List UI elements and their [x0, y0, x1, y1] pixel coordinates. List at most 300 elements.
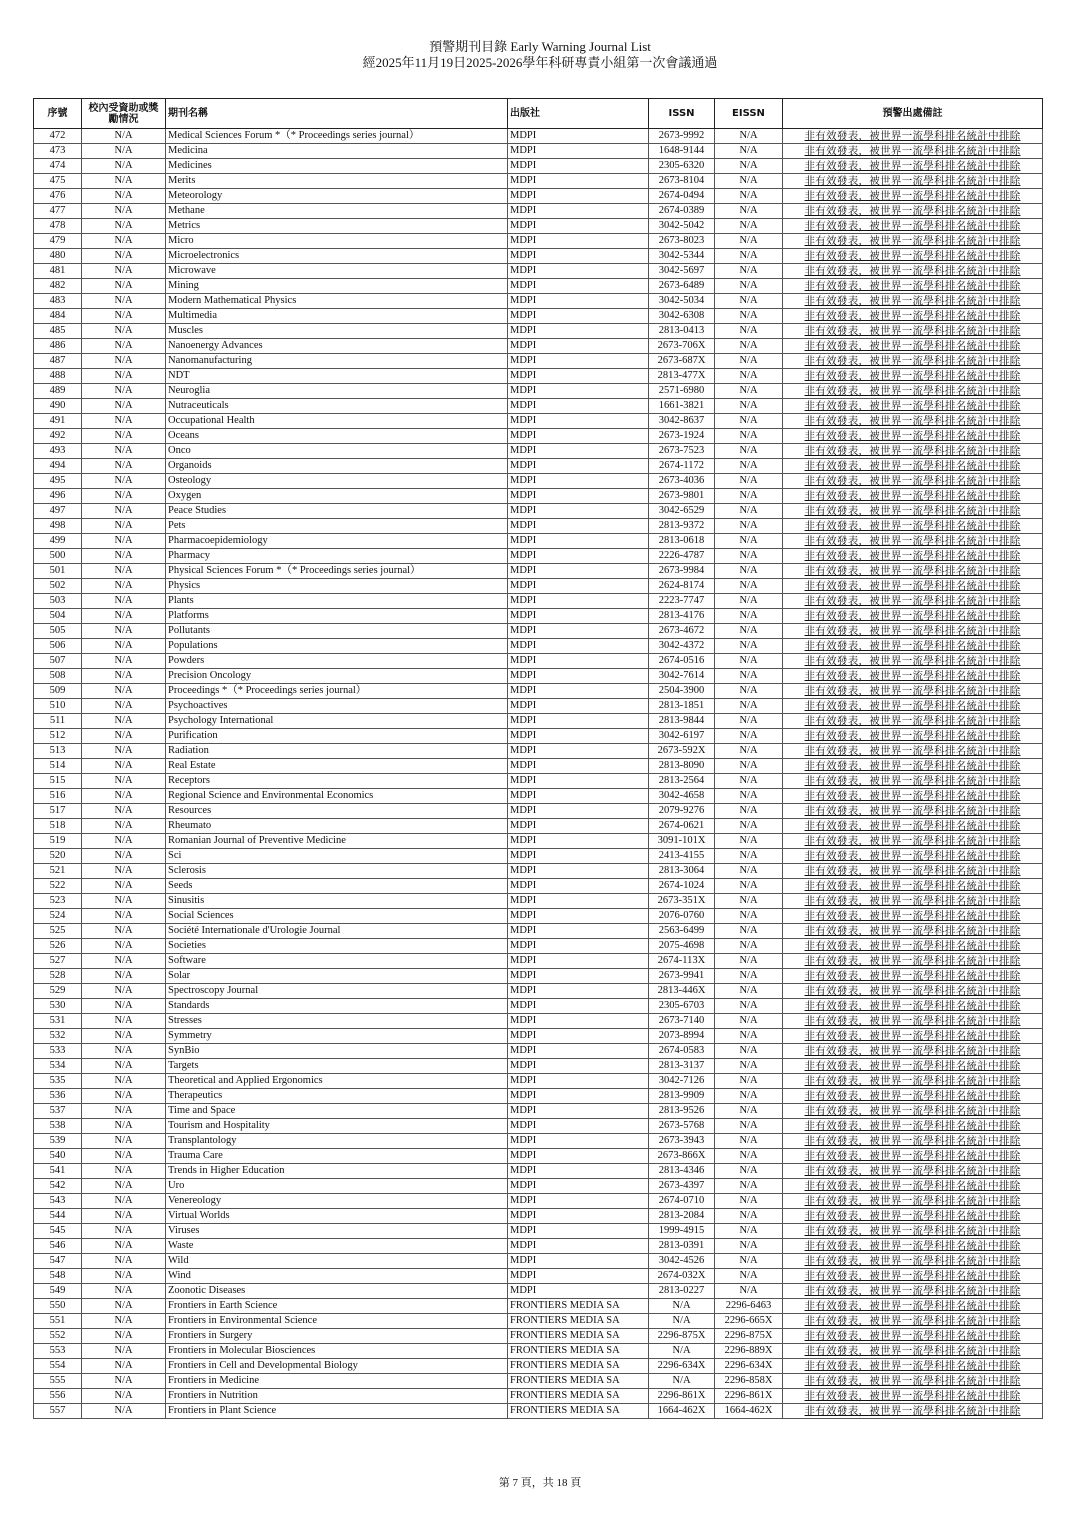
cell-eissn: N/A	[715, 924, 783, 939]
cell-publisher: MDPI	[508, 984, 649, 999]
cell-no: 550	[34, 1299, 82, 1314]
table-row	[34, 1104, 1043, 1119]
cell-eissn: N/A	[715, 579, 783, 594]
cell-issn: 2673-7140	[649, 1014, 715, 1029]
cell-funded: N/A	[82, 1134, 166, 1149]
cell-no: 493	[34, 444, 82, 459]
cell-issn: 3042-5344	[649, 249, 715, 264]
cell-eissn: N/A	[715, 729, 783, 744]
cell-publisher: MDPI	[508, 459, 649, 474]
cell-no: 557	[34, 1404, 82, 1419]
cell-journal-name: Pharmacoepidemiology	[166, 534, 508, 549]
cell-publisher: FRONTIERS MEDIA SA	[508, 1389, 649, 1404]
cell-eissn: 2296-889X	[715, 1344, 783, 1359]
cell-eissn: N/A	[715, 549, 783, 564]
table-row	[34, 729, 1043, 744]
cell-remark: 非有效發表，被世界一流學科排名統計中排除	[783, 549, 1043, 564]
table-row	[34, 459, 1043, 474]
cell-funded: N/A	[82, 594, 166, 609]
table-row	[34, 249, 1043, 264]
table-row	[34, 909, 1043, 924]
cell-no: 514	[34, 759, 82, 774]
cell-no: 534	[34, 1059, 82, 1074]
cell-funded: N/A	[82, 564, 166, 579]
cell-remark: 非有效發表，被世界一流學科排名統計中排除	[783, 1314, 1043, 1329]
cell-funded: N/A	[82, 609, 166, 624]
cell-publisher: FRONTIERS MEDIA SA	[508, 1404, 649, 1419]
table-row	[34, 234, 1043, 249]
cell-remark: 非有效發表，被世界一流學科排名統計中排除	[783, 834, 1043, 849]
cell-journal-name: Social Sciences	[166, 909, 508, 924]
cell-eissn: N/A	[715, 1089, 783, 1104]
cell-funded: N/A	[82, 1074, 166, 1089]
document-title	[0, 39, 1080, 71]
cell-issn: 2563-6499	[649, 924, 715, 939]
table-row	[34, 1389, 1043, 1404]
table-row	[34, 609, 1043, 624]
table-row	[34, 1269, 1043, 1284]
cell-funded: N/A	[82, 1164, 166, 1179]
table-body	[34, 129, 1043, 1419]
cell-no: 484	[34, 309, 82, 324]
cell-journal-name: Uro	[166, 1179, 508, 1194]
cell-publisher: MDPI	[508, 894, 649, 909]
cell-journal-name: Virtual Worlds	[166, 1209, 508, 1224]
cell-remark: 非有效發表，被世界一流學科排名統計中排除	[783, 924, 1043, 939]
cell-issn: 2674-113X	[649, 954, 715, 969]
cell-eissn: N/A	[715, 1119, 783, 1134]
cell-issn: 2673-6489	[649, 279, 715, 294]
cell-publisher: MDPI	[508, 654, 649, 669]
cell-remark: 非有效發表，被世界一流學科排名統計中排除	[783, 564, 1043, 579]
cell-remark: 非有效發表，被世界一流學科排名統計中排除	[783, 279, 1043, 294]
table-row	[34, 219, 1043, 234]
cell-no: 482	[34, 279, 82, 294]
cell-journal-name: Sci	[166, 849, 508, 864]
cell-no: 552	[34, 1329, 82, 1344]
cell-funded: N/A	[82, 129, 166, 144]
cell-remark: 非有效發表，被世界一流學科排名統計中排除	[783, 219, 1043, 234]
cell-funded: N/A	[82, 459, 166, 474]
cell-journal-name: Stresses	[166, 1014, 508, 1029]
cell-remark: 非有效發表，被世界一流學科排名統計中排除	[783, 654, 1043, 669]
cell-issn: N/A	[649, 1314, 715, 1329]
cell-publisher: MDPI	[508, 924, 649, 939]
table-row	[34, 834, 1043, 849]
cell-issn: 2296-634X	[649, 1359, 715, 1374]
cell-eissn: N/A	[715, 1194, 783, 1209]
cell-issn: 2813-4346	[649, 1164, 715, 1179]
cell-funded: N/A	[82, 204, 166, 219]
cell-publisher: FRONTIERS MEDIA SA	[508, 1329, 649, 1344]
table-row	[34, 864, 1043, 879]
cell-no: 501	[34, 564, 82, 579]
cell-remark: 非有效發表，被世界一流學科排名統計中排除	[783, 894, 1043, 909]
cell-eissn: N/A	[715, 369, 783, 384]
cell-remark: 非有效發表，被世界一流學科排名統計中排除	[783, 849, 1043, 864]
table-row	[34, 324, 1043, 339]
cell-no: 474	[34, 159, 82, 174]
cell-eissn: N/A	[715, 894, 783, 909]
cell-no: 547	[34, 1254, 82, 1269]
cell-eissn: N/A	[715, 234, 783, 249]
cell-remark: 非有效發表，被世界一流學科排名統計中排除	[783, 1014, 1043, 1029]
cell-publisher: MDPI	[508, 504, 649, 519]
cell-no: 525	[34, 924, 82, 939]
cell-funded: N/A	[82, 234, 166, 249]
cell-journal-name: Frontiers in Molecular Biosciences	[166, 1344, 508, 1359]
cell-no: 516	[34, 789, 82, 804]
cell-publisher: MDPI	[508, 804, 649, 819]
cell-remark: 非有效發表，被世界一流學科排名統計中排除	[783, 714, 1043, 729]
cell-issn: 2305-6320	[649, 159, 715, 174]
cell-eissn: N/A	[715, 1224, 783, 1239]
cell-issn: 2674-0516	[649, 654, 715, 669]
table-row	[34, 204, 1043, 219]
cell-issn: 3042-8637	[649, 414, 715, 429]
cell-publisher: MDPI	[508, 1194, 649, 1209]
cell-eissn: 2296-6463	[715, 1299, 783, 1314]
cell-publisher: MDPI	[508, 624, 649, 639]
cell-journal-name: Muscles	[166, 324, 508, 339]
cell-eissn: N/A	[715, 309, 783, 324]
table-row	[34, 1224, 1043, 1239]
cell-publisher: MDPI	[508, 1269, 649, 1284]
cell-journal-name: Frontiers in Surgery	[166, 1329, 508, 1344]
cell-journal-name: Societies	[166, 939, 508, 954]
cell-issn: 3042-4658	[649, 789, 715, 804]
cell-eissn: N/A	[715, 594, 783, 609]
cell-issn: 3042-4526	[649, 1254, 715, 1269]
cell-issn: 1999-4915	[649, 1224, 715, 1239]
cell-remark: 非有效發表，被世界一流學科排名統計中排除	[783, 384, 1043, 399]
cell-remark: 非有效發表，被世界一流學科排名統計中排除	[783, 669, 1043, 684]
cell-funded: N/A	[82, 909, 166, 924]
cell-issn: 2673-9984	[649, 564, 715, 579]
cell-remark: 非有效發表，被世界一流學科排名統計中排除	[783, 999, 1043, 1014]
cell-no: 503	[34, 594, 82, 609]
cell-remark: 非有效發表，被世界一流學科排名統計中排除	[783, 459, 1043, 474]
cell-publisher: MDPI	[508, 954, 649, 969]
cell-funded: N/A	[82, 924, 166, 939]
cell-publisher: MDPI	[508, 684, 649, 699]
cell-remark: 非有效發表，被世界一流學科排名統計中排除	[783, 1359, 1043, 1374]
cell-eissn: N/A	[715, 204, 783, 219]
cell-no: 478	[34, 219, 82, 234]
cell-eissn: N/A	[715, 804, 783, 819]
cell-funded: N/A	[82, 444, 166, 459]
cell-no: 472	[34, 129, 82, 144]
cell-publisher: MDPI	[508, 1224, 649, 1239]
cell-eissn: N/A	[715, 954, 783, 969]
table-row	[34, 444, 1043, 459]
cell-publisher: MDPI	[508, 474, 649, 489]
table-row	[34, 1344, 1043, 1359]
cell-issn: 3042-6308	[649, 309, 715, 324]
cell-no: 489	[34, 384, 82, 399]
cell-no: 538	[34, 1119, 82, 1134]
cell-eissn: N/A	[715, 144, 783, 159]
cell-remark: 非有效發表，被世界一流學科排名統計中排除	[783, 1134, 1043, 1149]
cell-issn: 2673-8104	[649, 174, 715, 189]
cell-no: 556	[34, 1389, 82, 1404]
table-row	[34, 624, 1043, 639]
cell-issn: 2674-0583	[649, 1044, 715, 1059]
cell-funded: N/A	[82, 684, 166, 699]
cell-no: 527	[34, 954, 82, 969]
cell-funded: N/A	[82, 984, 166, 999]
cell-remark: 非有效發表，被世界一流學科排名統計中排除	[783, 939, 1043, 954]
cell-journal-name: Meteorology	[166, 189, 508, 204]
cell-journal-name: Merits	[166, 174, 508, 189]
cell-no: 508	[34, 669, 82, 684]
cell-remark: 非有效發表，被世界一流學科排名統計中排除	[783, 1344, 1043, 1359]
cell-funded: N/A	[82, 474, 166, 489]
cell-journal-name: Pollutants	[166, 624, 508, 639]
cell-eissn: N/A	[715, 999, 783, 1014]
cell-publisher: MDPI	[508, 909, 649, 924]
cell-publisher: MDPI	[508, 249, 649, 264]
cell-issn: 3042-6529	[649, 504, 715, 519]
cell-journal-name: Oxygen	[166, 489, 508, 504]
cell-funded: N/A	[82, 939, 166, 954]
cell-eissn: N/A	[715, 969, 783, 984]
cell-eissn: N/A	[715, 834, 783, 849]
table-row	[34, 669, 1043, 684]
cell-remark: 非有效發表，被世界一流學科排名統計中排除	[783, 1389, 1043, 1404]
cell-remark: 非有效發表，被世界一流學科排名統計中排除	[783, 1194, 1043, 1209]
cell-publisher: MDPI	[508, 714, 649, 729]
table-row	[34, 429, 1043, 444]
table-row	[34, 1359, 1043, 1374]
cell-journal-name: Precision Oncology	[166, 669, 508, 684]
cell-journal-name: Seeds	[166, 879, 508, 894]
cell-funded: N/A	[82, 579, 166, 594]
cell-eissn: 2296-634X	[715, 1359, 783, 1374]
table-row	[34, 744, 1043, 759]
cell-issn: 2674-0389	[649, 204, 715, 219]
cell-no: 509	[34, 684, 82, 699]
cell-no: 554	[34, 1359, 82, 1374]
cell-remark: 非有效發表，被世界一流學科排名統計中排除	[783, 984, 1043, 999]
table-row	[34, 1239, 1043, 1254]
cell-remark: 非有效發表，被世界一流學科排名統計中排除	[783, 1329, 1043, 1344]
cell-publisher: MDPI	[508, 609, 649, 624]
cell-eissn: N/A	[715, 174, 783, 189]
cell-funded: N/A	[82, 384, 166, 399]
table-row	[34, 894, 1043, 909]
col-header-no: 序號	[34, 99, 82, 129]
cell-no: 531	[34, 1014, 82, 1029]
cell-remark: 非有效發表，被世界一流學科排名統計中排除	[783, 594, 1043, 609]
col-header-funded: 校內受資助或獎勵情況	[82, 99, 166, 129]
table-row	[34, 1014, 1043, 1029]
cell-funded: N/A	[82, 1299, 166, 1314]
cell-funded: N/A	[82, 504, 166, 519]
cell-issn: 2673-4036	[649, 474, 715, 489]
cell-funded: N/A	[82, 369, 166, 384]
cell-remark: 非有效發表，被世界一流學科排名統計中排除	[783, 774, 1043, 789]
cell-remark: 非有效發表，被世界一流學科排名統計中排除	[783, 624, 1043, 639]
cell-eissn: N/A	[715, 984, 783, 999]
cell-publisher: MDPI	[508, 204, 649, 219]
cell-journal-name: Solar	[166, 969, 508, 984]
cell-eissn: N/A	[715, 294, 783, 309]
cell-issn: 1648-9144	[649, 144, 715, 159]
table-row	[34, 594, 1043, 609]
table-row	[34, 159, 1043, 174]
cell-journal-name: Real Estate	[166, 759, 508, 774]
cell-journal-name: Sinusitis	[166, 894, 508, 909]
table-row	[34, 819, 1043, 834]
cell-eissn: N/A	[715, 444, 783, 459]
cell-journal-name: Receptors	[166, 774, 508, 789]
cell-journal-name: Radiation	[166, 744, 508, 759]
table-row	[34, 1374, 1043, 1389]
cell-remark: 非有效發表，被世界一流學科排名統計中排除	[783, 1029, 1043, 1044]
cell-no: 542	[34, 1179, 82, 1194]
cell-eissn: N/A	[715, 159, 783, 174]
cell-journal-name: Frontiers in Earth Science	[166, 1299, 508, 1314]
cell-publisher: MDPI	[508, 1209, 649, 1224]
cell-publisher: MDPI	[508, 429, 649, 444]
cell-no: 502	[34, 579, 82, 594]
cell-issn: 2296-875X	[649, 1329, 715, 1344]
cell-publisher: MDPI	[508, 189, 649, 204]
cell-publisher: MDPI	[508, 129, 649, 144]
cell-issn: 2813-3064	[649, 864, 715, 879]
cell-eissn: N/A	[715, 1239, 783, 1254]
table-row	[34, 759, 1043, 774]
cell-publisher: MDPI	[508, 834, 649, 849]
cell-journal-name: Methane	[166, 204, 508, 219]
table-row	[34, 1164, 1043, 1179]
table-row	[34, 774, 1043, 789]
cell-remark: 非有效發表，被世界一流學科排名統計中排除	[783, 1044, 1043, 1059]
cell-journal-name: Metrics	[166, 219, 508, 234]
cell-journal-name: Trauma Care	[166, 1149, 508, 1164]
cell-no: 522	[34, 879, 82, 894]
cell-journal-name: Pets	[166, 519, 508, 534]
cell-no: 510	[34, 699, 82, 714]
cell-funded: N/A	[82, 399, 166, 414]
cell-eissn: 2296-861X	[715, 1389, 783, 1404]
cell-eissn: 1664-462X	[715, 1404, 783, 1419]
table-row	[34, 534, 1043, 549]
cell-publisher: FRONTIERS MEDIA SA	[508, 1314, 649, 1329]
cell-eissn: N/A	[715, 1209, 783, 1224]
cell-journal-name: Standards	[166, 999, 508, 1014]
cell-eissn: N/A	[715, 1269, 783, 1284]
cell-funded: N/A	[82, 729, 166, 744]
cell-publisher: MDPI	[508, 1149, 649, 1164]
cell-eissn: N/A	[715, 909, 783, 924]
cell-funded: N/A	[82, 1179, 166, 1194]
cell-publisher: MDPI	[508, 399, 649, 414]
cell-eissn: N/A	[715, 939, 783, 954]
cell-funded: N/A	[82, 789, 166, 804]
cell-journal-name: SynBio	[166, 1044, 508, 1059]
cell-no: 494	[34, 459, 82, 474]
cell-issn: 2223-7747	[649, 594, 715, 609]
cell-publisher: MDPI	[508, 1239, 649, 1254]
cell-eissn: N/A	[715, 129, 783, 144]
table-row	[34, 1284, 1043, 1299]
cell-no: 480	[34, 249, 82, 264]
cell-issn: 2813-9526	[649, 1104, 715, 1119]
cell-remark: 非有效發表，被世界一流學科排名統計中排除	[783, 639, 1043, 654]
cell-no: 492	[34, 429, 82, 444]
cell-eissn: N/A	[715, 684, 783, 699]
cell-publisher: MDPI	[508, 414, 649, 429]
cell-funded: N/A	[82, 879, 166, 894]
cell-publisher: MDPI	[508, 159, 649, 174]
cell-remark: 非有效發表，被世界一流學科排名統計中排除	[783, 534, 1043, 549]
cell-publisher: MDPI	[508, 699, 649, 714]
cell-issn: 2813-446X	[649, 984, 715, 999]
cell-no: 479	[34, 234, 82, 249]
cell-issn: 2813-4176	[649, 609, 715, 624]
cell-funded: N/A	[82, 1239, 166, 1254]
cell-issn: 2296-861X	[649, 1389, 715, 1404]
cell-no: 500	[34, 549, 82, 564]
cell-funded: N/A	[82, 1014, 166, 1029]
cell-funded: N/A	[82, 1269, 166, 1284]
col-header-issn: ISSN	[649, 99, 715, 129]
cell-no: 476	[34, 189, 82, 204]
cell-journal-name: Populations	[166, 639, 508, 654]
cell-publisher: FRONTIERS MEDIA SA	[508, 1299, 649, 1314]
cell-journal-name: Transplantology	[166, 1134, 508, 1149]
cell-publisher: MDPI	[508, 639, 649, 654]
table-row	[34, 1029, 1043, 1044]
table-row	[34, 564, 1043, 579]
cell-journal-name: Powders	[166, 654, 508, 669]
cell-remark: 非有效發表，被世界一流學科排名統計中排除	[783, 1179, 1043, 1194]
cell-funded: N/A	[82, 414, 166, 429]
cell-issn: 3091-101X	[649, 834, 715, 849]
cell-journal-name: Onco	[166, 444, 508, 459]
cell-eissn: N/A	[715, 1029, 783, 1044]
cell-issn: 3042-4372	[649, 639, 715, 654]
cell-funded: N/A	[82, 1314, 166, 1329]
cell-remark: 非有效發表，被世界一流學科排名統計中排除	[783, 489, 1043, 504]
cell-publisher: MDPI	[508, 1104, 649, 1119]
title-line-2: 經2025年11月19日2025-2026學年科研專責小組第一次會議通過	[362, 55, 718, 70]
cell-funded: N/A	[82, 144, 166, 159]
cell-issn: 3042-7614	[649, 669, 715, 684]
cell-issn: 2813-477X	[649, 369, 715, 384]
table-row	[34, 339, 1043, 354]
cell-remark: 非有效發表，被世界一流學科排名統計中排除	[783, 324, 1043, 339]
cell-no: 499	[34, 534, 82, 549]
table-row	[34, 264, 1043, 279]
cell-journal-name: Proceedings *（* Proceedings series journal）	[166, 684, 508, 699]
cell-issn: 2673-1924	[649, 429, 715, 444]
table-row	[34, 504, 1043, 519]
cell-issn: 2673-592X	[649, 744, 715, 759]
cell-remark: 非有效發表，被世界一流學科排名統計中排除	[783, 189, 1043, 204]
table-row	[34, 849, 1043, 864]
cell-issn: 2674-0494	[649, 189, 715, 204]
cell-journal-name: Nanoenergy Advances	[166, 339, 508, 354]
cell-issn: 2813-2084	[649, 1209, 715, 1224]
cell-issn: 3042-5042	[649, 219, 715, 234]
table-row	[34, 1089, 1043, 1104]
cell-journal-name: Psychoactives	[166, 699, 508, 714]
cell-journal-name: Waste	[166, 1239, 508, 1254]
cell-journal-name: Spectroscopy Journal	[166, 984, 508, 999]
